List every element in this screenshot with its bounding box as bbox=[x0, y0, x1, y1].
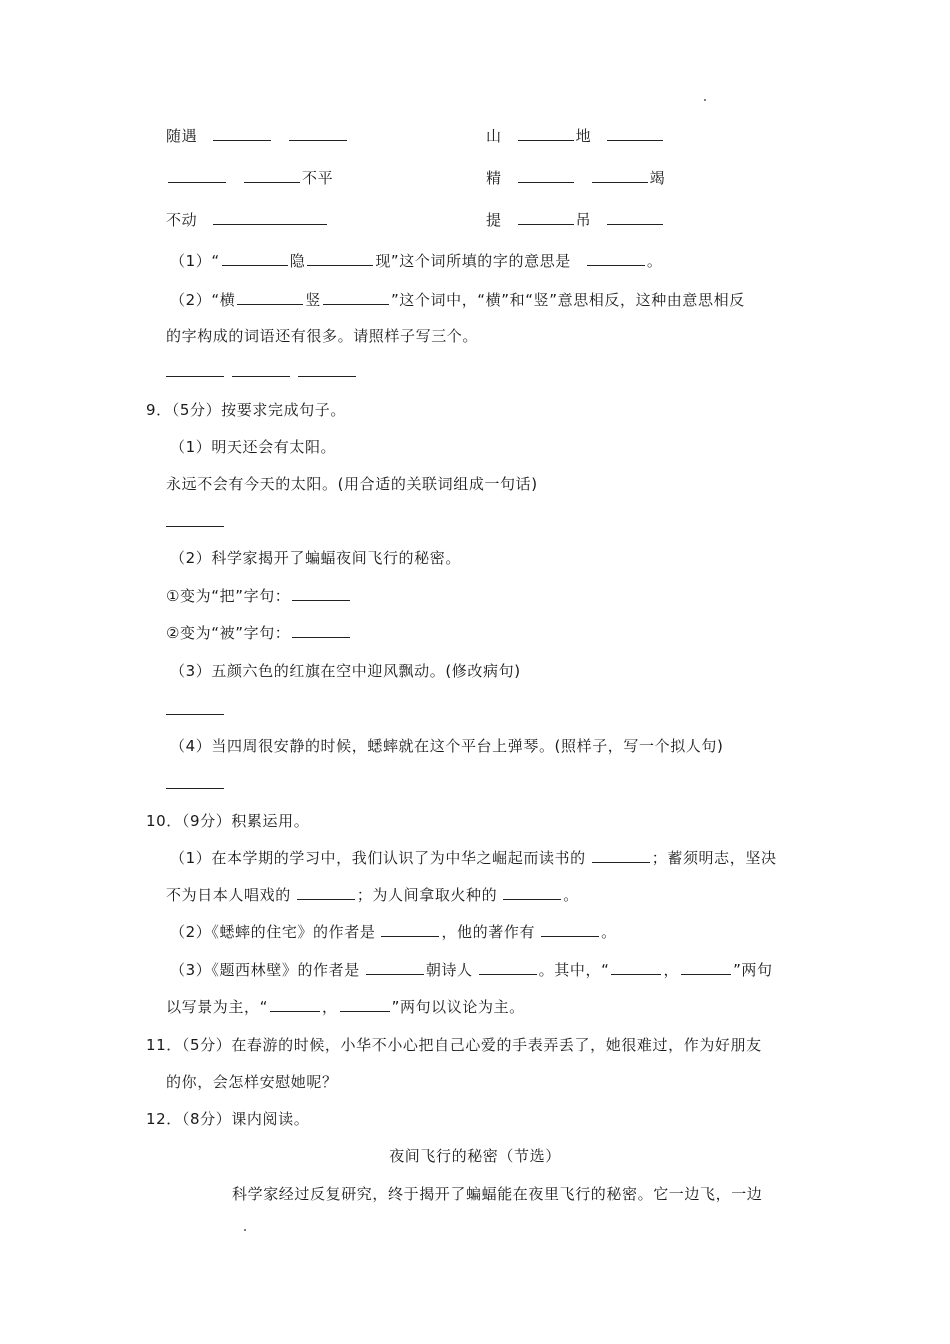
text: 的字构成的词语还有很多。请照样子写三个。 bbox=[166, 327, 479, 345]
word-di: 地 bbox=[575, 127, 592, 145]
q10-part1 bbox=[170, 848, 777, 868]
passage-title: 夜间飞行的秘密（节选） bbox=[389, 1147, 561, 1165]
blank[interactable] bbox=[297, 885, 355, 900]
word-row-1-left bbox=[166, 126, 349, 146]
blank[interactable] bbox=[366, 960, 424, 975]
text: ，他的著作有 bbox=[441, 923, 536, 941]
blank[interactable] bbox=[244, 168, 300, 183]
blank[interactable] bbox=[611, 960, 661, 975]
blank[interactable] bbox=[166, 362, 224, 377]
q11-heading: 11．（5分）在春游的时候，小华不小心把自己心爱的手表弄丢了，她很难过，作为好朋友 bbox=[146, 1036, 762, 1054]
blank[interactable] bbox=[681, 960, 731, 975]
passage-paragraph: 科学家经过反复研究，终于揭开了蝙蝠能在夜里飞行的秘密。它一边飞，一边 bbox=[232, 1185, 763, 1203]
text: 现”这个词所填的字的意思是 bbox=[375, 252, 571, 270]
text: （2）“横 bbox=[170, 291, 236, 309]
word-row-3-right bbox=[486, 210, 665, 230]
q9-part1b: 永远不会有今天的太阳。(用合适的关联词组成一句话) bbox=[166, 475, 538, 493]
blank[interactable] bbox=[222, 251, 288, 266]
q9-answer-4 bbox=[166, 774, 226, 794]
q9-part1: （1）明天还会有太阳。 bbox=[170, 438, 337, 456]
text: 。其中，“ bbox=[538, 961, 610, 979]
text: （2）《蟋蟀的住宅》的作者是 bbox=[170, 923, 376, 941]
blank[interactable] bbox=[270, 997, 320, 1012]
text: 竖 bbox=[305, 291, 321, 309]
blank[interactable] bbox=[166, 774, 224, 789]
q9-answer-1 bbox=[166, 512, 226, 532]
word-jing: 精 bbox=[486, 169, 502, 187]
text: ；为人间拿取火种的 bbox=[356, 886, 498, 904]
text: ”两句 bbox=[733, 961, 773, 979]
word-budong: 不动 bbox=[166, 211, 198, 229]
blank[interactable] bbox=[292, 586, 350, 601]
text: 以写景为主，“ bbox=[166, 998, 268, 1016]
word-diao: 吊 bbox=[575, 211, 592, 229]
word-row-1-right bbox=[486, 126, 665, 146]
word-row-2-left bbox=[166, 168, 333, 188]
word-buping: 不平 bbox=[302, 169, 334, 187]
q9-part2a bbox=[166, 586, 352, 606]
blank[interactable] bbox=[518, 168, 574, 183]
text: ②变为“被”字句： bbox=[166, 624, 291, 642]
blank[interactable] bbox=[518, 210, 574, 225]
text: ， bbox=[663, 961, 680, 979]
blank[interactable] bbox=[166, 700, 224, 715]
text: （1）“ bbox=[170, 252, 220, 270]
q9-answer-3 bbox=[166, 700, 226, 720]
text: 。 bbox=[601, 923, 617, 941]
blank[interactable] bbox=[323, 290, 389, 305]
blank[interactable] bbox=[381, 922, 439, 937]
word-ti: 提 bbox=[486, 211, 502, 229]
blank[interactable] bbox=[289, 126, 347, 141]
word-shan: 山 bbox=[486, 127, 502, 145]
blank[interactable] bbox=[607, 210, 663, 225]
q8-answer-blanks bbox=[166, 362, 358, 382]
q10-heading: 10．（9分）积累运用。 bbox=[146, 812, 310, 830]
blank[interactable] bbox=[232, 362, 290, 377]
q10-part3-cont bbox=[166, 997, 525, 1017]
text: 隐 bbox=[289, 252, 306, 270]
blank[interactable] bbox=[587, 251, 645, 266]
q8-part2-cont bbox=[166, 326, 478, 346]
text: 。 bbox=[563, 886, 579, 904]
q8-part2 bbox=[170, 290, 745, 310]
q8-part1 bbox=[170, 251, 663, 271]
blank[interactable] bbox=[292, 623, 350, 638]
text: ；蓄须明志，坚决 bbox=[651, 849, 777, 867]
q10-part2 bbox=[170, 922, 617, 942]
q12-heading: 12．（8分）课内阅读。 bbox=[146, 1110, 310, 1128]
q9-part4: （4）当四周很安静的时候，蟋蟀就在这个平台上弹琴。(照样子，写一个拟人句) bbox=[170, 737, 724, 755]
blank[interactable] bbox=[479, 960, 537, 975]
text: ”这个词中，“横”和“竖”意思相反，这种由意思相反 bbox=[390, 291, 745, 309]
q10-part3 bbox=[170, 960, 773, 980]
blank[interactable] bbox=[213, 126, 271, 141]
blank[interactable] bbox=[503, 885, 561, 900]
q11-cont: 的你，会怎样安慰她呢？ bbox=[166, 1073, 338, 1091]
text: （1）在本学期的学习中，我们认识了为中华之崛起而读书的 bbox=[170, 849, 586, 867]
q9-part2b bbox=[166, 623, 352, 643]
page-mark-dot bbox=[704, 99, 706, 101]
blank[interactable] bbox=[307, 251, 373, 266]
text: 朝诗人 bbox=[425, 961, 473, 979]
text: 。 bbox=[646, 252, 663, 270]
text: ①变为“把”字句： bbox=[166, 587, 291, 605]
blank[interactable] bbox=[518, 126, 574, 141]
word-suiyu: 随遇 bbox=[166, 127, 198, 145]
blank[interactable] bbox=[168, 168, 226, 183]
blank[interactable] bbox=[298, 362, 356, 377]
blank[interactable] bbox=[541, 922, 599, 937]
blank[interactable] bbox=[340, 997, 390, 1012]
q10-part1-cont bbox=[166, 885, 579, 905]
word-row-2-right bbox=[486, 168, 665, 188]
blank[interactable] bbox=[237, 290, 303, 305]
text: （3）《题西林壁》的作者是 bbox=[170, 961, 360, 979]
blank[interactable] bbox=[592, 168, 648, 183]
blank[interactable] bbox=[607, 126, 663, 141]
blank[interactable] bbox=[592, 848, 650, 863]
word-jie: 竭 bbox=[649, 169, 666, 187]
text: ， bbox=[321, 998, 338, 1016]
blank[interactable] bbox=[213, 210, 327, 225]
q9-part3: （3）五颜六色的红旗在空中迎风飘动。(修改病句) bbox=[170, 662, 521, 680]
text: ”两句以议论为主。 bbox=[391, 998, 525, 1016]
text: 不为日本人唱戏的 bbox=[166, 886, 291, 904]
q9-heading: 9．（5分）按要求完成句子。 bbox=[146, 401, 346, 419]
page-mark-dot bbox=[244, 1229, 246, 1231]
word-row-3-left bbox=[166, 210, 329, 230]
q9-part2: （2）科学家揭开了蝙蝠夜间飞行的秘密。 bbox=[170, 549, 461, 567]
blank[interactable] bbox=[166, 512, 224, 527]
